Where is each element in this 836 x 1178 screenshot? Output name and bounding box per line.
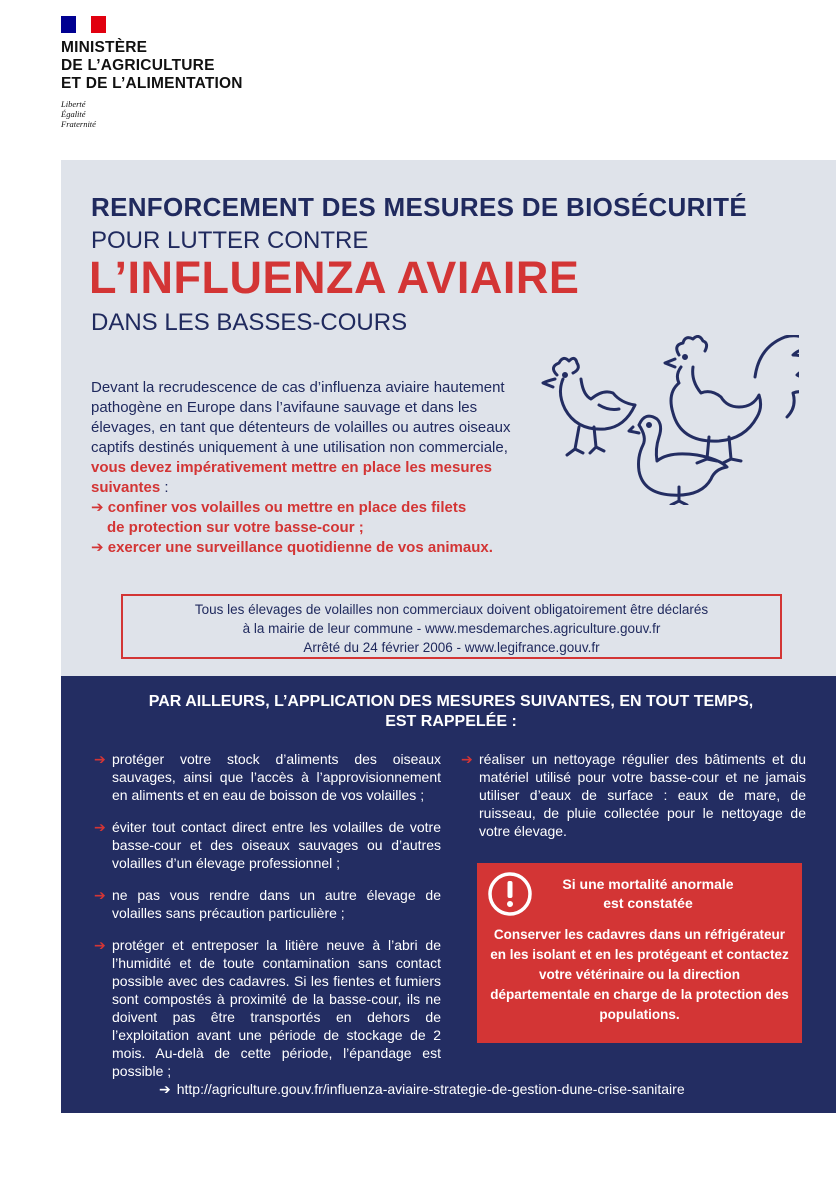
arrow-right-icon: ➔: [94, 887, 106, 903]
measures-right-column: [461, 750, 806, 854]
reference-link[interactable]: [159, 1081, 685, 1098]
ministry-line: ET DE L’ALIMENTATION: [61, 75, 243, 92]
measure-text: ne pas vous rendre dans un autre élevage de volailles sans précaution particulière ;: [112, 887, 441, 921]
intro-panel: [61, 160, 836, 676]
intro-bullet-1: ➔ confiner vos volailles ou mettre en place des filets: [91, 499, 467, 516]
intro-paragraph: [91, 378, 511, 558]
measure-item: [94, 750, 441, 804]
measure-item: [461, 750, 806, 840]
measures-title: [101, 692, 801, 732]
measures-title-line-1: PAR AILLEURS, L’APPLICATION DES MESURES SUIVANTES, EN TOUT TEMPS,: [148, 693, 754, 710]
intro-colon: :: [160, 479, 169, 496]
title-main: L’INFLUENZA AVIAIRE: [89, 252, 580, 303]
exclamation-circle-icon: [487, 871, 533, 917]
motto-line: Fraternité: [61, 119, 96, 129]
arrow-right-icon: ➔: [94, 937, 106, 953]
hen-icon: [543, 358, 635, 455]
measures-left-column: [94, 750, 441, 1094]
measure-item: [94, 936, 441, 1080]
notice-line-1: Tous les élevages de volailles non commerciaux doivent obligatoirement être déclarés: [194, 602, 709, 617]
intro-text: Devant la recrudescence de cas d’influenza aviaire hautement pathogène en Europe dans l’avifaune sauvage et dans les élevages, en tant que détenteurs de volailles ou autres oiseaux captifs destinés uniquement à une utilisation non commerciale,: [91, 379, 511, 456]
measure-text: réaliser un nettoyage régulier des bâtiments et du matériel utilisé pour votre basse-cour et ne jamais utiliser d’eaux de surface : eaux de mare, de ruisseau, de pluie collectée pour le nettoyage de votre élevage.: [479, 751, 806, 839]
arrow-right-icon: ➔: [94, 819, 106, 835]
title-line-1: RENFORCEMENT DES MESURES DE BIOSÉCURITÉ: [91, 192, 747, 222]
arrow-right-icon: ➔: [159, 1081, 171, 1097]
arrow-right-icon: ➔: [94, 751, 106, 767]
notice-line-3: Arrêté du 24 février 2006 - www.legifrance.gouv.fr: [303, 640, 600, 655]
intro-emphasis: vous devez impérativement mettre en place les mesures suivantes: [91, 459, 493, 496]
ministry-name: [61, 39, 361, 93]
ministry-header: [61, 16, 361, 129]
motto: [61, 99, 361, 129]
alert-body: Conserver les cadavres dans un réfrigérateur en les isolant et en les protégeant et contactez votre vétérinaire ou la direction départementale en charge de la protection des populations.: [490, 927, 789, 1022]
measures-panel: [61, 676, 836, 1113]
intro-bullet-2: ➔ exercer une surveillance quotidienne de vos animaux.: [91, 539, 493, 556]
intro-bullet-1-cont: de protection sur votre basse-cour ;: [107, 519, 364, 536]
reference-url[interactable]: http://agriculture.gouv.fr/influenza-aviaire-strategie-de-gestion-dune-crise-sanitaire: [176, 1081, 685, 1097]
alert-heading-line-2: est constatée: [603, 895, 693, 911]
title-line-4: DANS LES BASSES-COURS: [91, 309, 408, 336]
motto-line: Égalité: [61, 109, 86, 119]
measure-item: [94, 886, 441, 922]
ministry-line: MINISTÈRE: [61, 39, 148, 56]
rooster-icon: [665, 336, 799, 463]
french-flag-logo: [61, 16, 106, 33]
measure-item: [94, 818, 441, 872]
measure-text: protéger et entreposer la litière neuve à l’abri de l’humidité et de toute contamination sans contact possible avec des cadavres. Si les fientes et fumiers sont compostés à proximité de la basse-cour, ils ne doivent pas être transportés en dehors de l’exploitation avant une période de stockage de 2 mois. Au-delà de cette période, l’épandage est possible ;: [112, 937, 441, 1079]
arrow-right-icon: ➔: [461, 751, 473, 767]
poultry-illustration-icon: [539, 335, 799, 505]
ministry-line: DE L’AGRICULTURE: [61, 57, 215, 74]
mortality-alert-box: [477, 863, 802, 1043]
alert-heading: [543, 875, 803, 913]
measures-title-line-2: EST RAPPELÉE :: [385, 713, 517, 730]
measure-text: protéger votre stock d’aliments des oiseaux sauvages, ainsi que l’accès à l’approvisionnement en aliments et en eau de boisson de vos volailles ;: [112, 751, 441, 803]
alert-heading-line-1: Si une mortalité anormale: [562, 876, 734, 892]
title-line-2: POUR LUTTER CONTRE: [91, 227, 369, 254]
notice-line-2: à la mairie de leur commune - www.mesdemarches.agriculture.gouv.fr: [242, 621, 661, 636]
registration-notice: [121, 594, 782, 659]
motto-line: Liberté: [61, 99, 86, 109]
measure-text: éviter tout contact direct entre les volailles de votre basse-cour et des oiseaux sauvages ou d’autres volailles d’un élevage professionnel ;: [112, 819, 441, 871]
